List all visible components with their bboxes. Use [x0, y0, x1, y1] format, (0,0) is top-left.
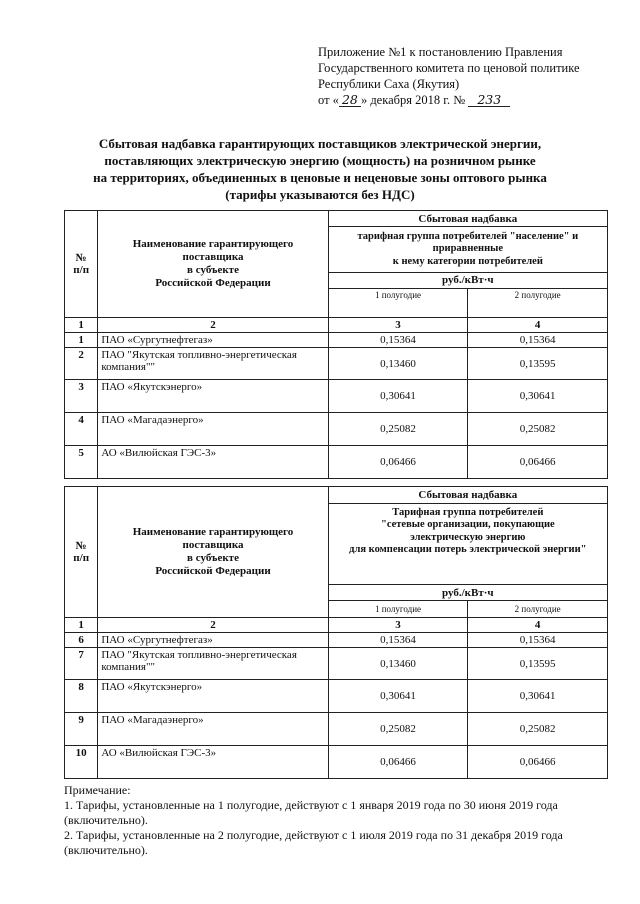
table-row	[65, 380, 608, 413]
table-row	[65, 633, 608, 648]
handwritten-number: 233	[468, 93, 510, 107]
title-line-1: Сбытовая надбавка гарантирующих поставщиков электрической энергии,	[98, 136, 542, 151]
header-num-abbr: п/п	[73, 264, 90, 276]
note-2-line-1: 2. Тарифы, установленные на 2 полугодие, действуют с 1 июля 2019 года по 31 декабря 2019 года	[64, 828, 563, 842]
row-number: 3	[65, 380, 98, 413]
tariff-table-population	[64, 210, 608, 479]
header-name-line-1: Наименование гарантирующего	[132, 238, 294, 250]
table-row	[65, 680, 608, 713]
handwritten-day: 28	[339, 93, 361, 107]
title-line-4: (тарифы указываются без НДС)	[225, 187, 415, 202]
group-line-2: приравненные	[432, 243, 504, 255]
header-num-sign: №	[75, 252, 87, 264]
header-half-2: 2 полугодие	[468, 289, 608, 318]
supplier-name: ПАО «Якутскэнерго»	[98, 380, 328, 413]
header-half-2: 2 полугодие	[468, 601, 608, 618]
supplier-name: ПАО «Сургутнефтегаз»	[98, 333, 328, 348]
value-half-1: 0,25082	[328, 713, 468, 746]
supplier-name: ПАО «Сургутнефтегаз»	[98, 633, 328, 648]
value-half-2: 0,30641	[468, 680, 608, 713]
value-half-2: 0,15364	[468, 333, 608, 348]
appendix-header	[318, 44, 618, 108]
column-index: 4	[468, 318, 608, 333]
value-half-2: 0,25082	[468, 413, 608, 446]
header-num	[65, 487, 98, 618]
header-name-line-2: поставщика	[182, 251, 244, 263]
appendix-date-line	[318, 92, 618, 108]
value-half-1: 0,15364	[328, 633, 468, 648]
header-markup: Сбытовая надбавка	[328, 487, 607, 504]
table-row	[65, 413, 608, 446]
table-row	[65, 446, 608, 479]
value-half-2: 0,06466	[468, 446, 608, 479]
value-half-1: 0,06466	[328, 446, 468, 479]
header-half-1: 1 полугодие	[328, 601, 468, 618]
supplier-name: ПАО «Магадаэнерго»	[98, 713, 328, 746]
supplier-name: ПАО «Магадаэнерго»	[98, 413, 328, 446]
row-number: 2	[65, 348, 98, 380]
appendix-line-1: Приложение №1 к постановлению Правления	[318, 45, 563, 59]
header-consumer-group	[328, 503, 607, 584]
appendix-line-2: Государственного комитета по ценовой политике	[318, 61, 580, 75]
row-number: 10	[65, 746, 98, 779]
date-prefix: от «	[318, 93, 339, 107]
appendix-line-3: Республики Саха (Якутия)	[318, 77, 460, 91]
row-number: 7	[65, 648, 98, 680]
table-row	[65, 746, 608, 779]
header-name-line-1: Наименование гарантирующего	[132, 526, 294, 538]
row-number: 9	[65, 713, 98, 746]
group-line-1: Тарифная группа потребителей	[392, 506, 544, 518]
table-row	[65, 648, 608, 680]
group-line-2: "сетевые организации, покупающие	[380, 519, 555, 531]
header-name-line-3: в субъекте	[187, 552, 239, 564]
header-name-line-4: Российской Федерации	[155, 277, 271, 289]
notes-section	[64, 783, 604, 858]
supplier-name: АО «Вилюйская ГЭС-3»	[98, 446, 328, 479]
value-half-2: 0,30641	[468, 380, 608, 413]
row-number: 8	[65, 680, 98, 713]
table-row	[65, 348, 608, 380]
header-unit: руб./кВт·ч	[328, 272, 607, 288]
date-middle: » декабря 2018 г. №	[360, 93, 466, 107]
supplier-name: ПАО "Якутская топливно-энергетическая компания""	[98, 348, 328, 380]
column-index: 3	[328, 618, 468, 633]
header-num-abbr: п/п	[73, 552, 90, 564]
document-title	[40, 135, 600, 203]
column-index: 4	[468, 618, 608, 633]
column-index-row	[65, 318, 608, 333]
tariff-table-grid-companies	[64, 486, 608, 779]
header-supplier-name	[98, 487, 328, 618]
row-number: 5	[65, 446, 98, 479]
column-index: 2	[98, 318, 328, 333]
value-half-1: 0,13460	[328, 348, 468, 380]
header-num	[65, 211, 98, 318]
row-number: 1	[65, 333, 98, 348]
header-unit: руб./кВт·ч	[328, 584, 607, 601]
group-line-3: электрическую энергию	[410, 531, 526, 543]
note-1-line-2: (включительно).	[64, 813, 148, 827]
column-index: 2	[98, 618, 328, 633]
column-index-row	[65, 618, 608, 633]
value-half-2: 0,13595	[468, 648, 608, 680]
value-half-1: 0,06466	[328, 746, 468, 779]
value-half-1: 0,30641	[328, 680, 468, 713]
supplier-name: АО «Вилюйская ГЭС-3»	[98, 746, 328, 779]
header-half-1: 1 полугодие	[328, 289, 468, 318]
header-markup: Сбытовая надбавка	[328, 211, 607, 227]
value-half-2: 0,25082	[468, 713, 608, 746]
header-name-line-3: в субъекте	[187, 264, 239, 276]
note-1-line-1: 1. Тарифы, установленные на 1 полугодие, действуют с 1 января 2019 года по 30 июня 2019 года	[64, 798, 558, 812]
value-half-2: 0,15364	[468, 633, 608, 648]
group-line-4: для компенсации потерь электрической энергии"	[349, 544, 587, 556]
header-name-line-4: Российской Федерации	[155, 565, 271, 577]
supplier-name: ПАО «Якутскэнерго»	[98, 680, 328, 713]
group-line-1: тарифная группа потребителей "население" и	[357, 230, 579, 242]
header-consumer-group	[328, 227, 607, 272]
table-row	[65, 713, 608, 746]
value-half-2: 0,06466	[468, 746, 608, 779]
column-index: 1	[65, 618, 98, 633]
column-index: 3	[328, 318, 468, 333]
note-2-line-2: (включительно).	[64, 843, 148, 857]
title-line-2: поставляющих электрическую энергию (мощность) на розничном рынке	[104, 153, 536, 168]
header-name-line-2: поставщика	[182, 539, 244, 551]
column-index: 1	[65, 318, 98, 333]
supplier-name: ПАО "Якутская топливно-энергетическая компания""	[98, 648, 328, 680]
value-half-1: 0,25082	[328, 413, 468, 446]
title-line-3: на территориях, объединенных в ценовые и неценовые зоны оптового рынка	[93, 170, 547, 185]
row-number: 6	[65, 633, 98, 648]
header-num-sign: №	[75, 540, 87, 552]
value-half-1: 0,15364	[328, 333, 468, 348]
group-line-3: к нему категории потребителей	[392, 255, 543, 267]
table-row	[65, 333, 608, 348]
value-half-1: 0,30641	[328, 380, 468, 413]
value-half-2: 0,13595	[468, 348, 608, 380]
notes-heading: Примечание:	[64, 783, 131, 797]
value-half-1: 0,13460	[328, 648, 468, 680]
header-supplier-name	[98, 211, 328, 318]
row-number: 4	[65, 413, 98, 446]
